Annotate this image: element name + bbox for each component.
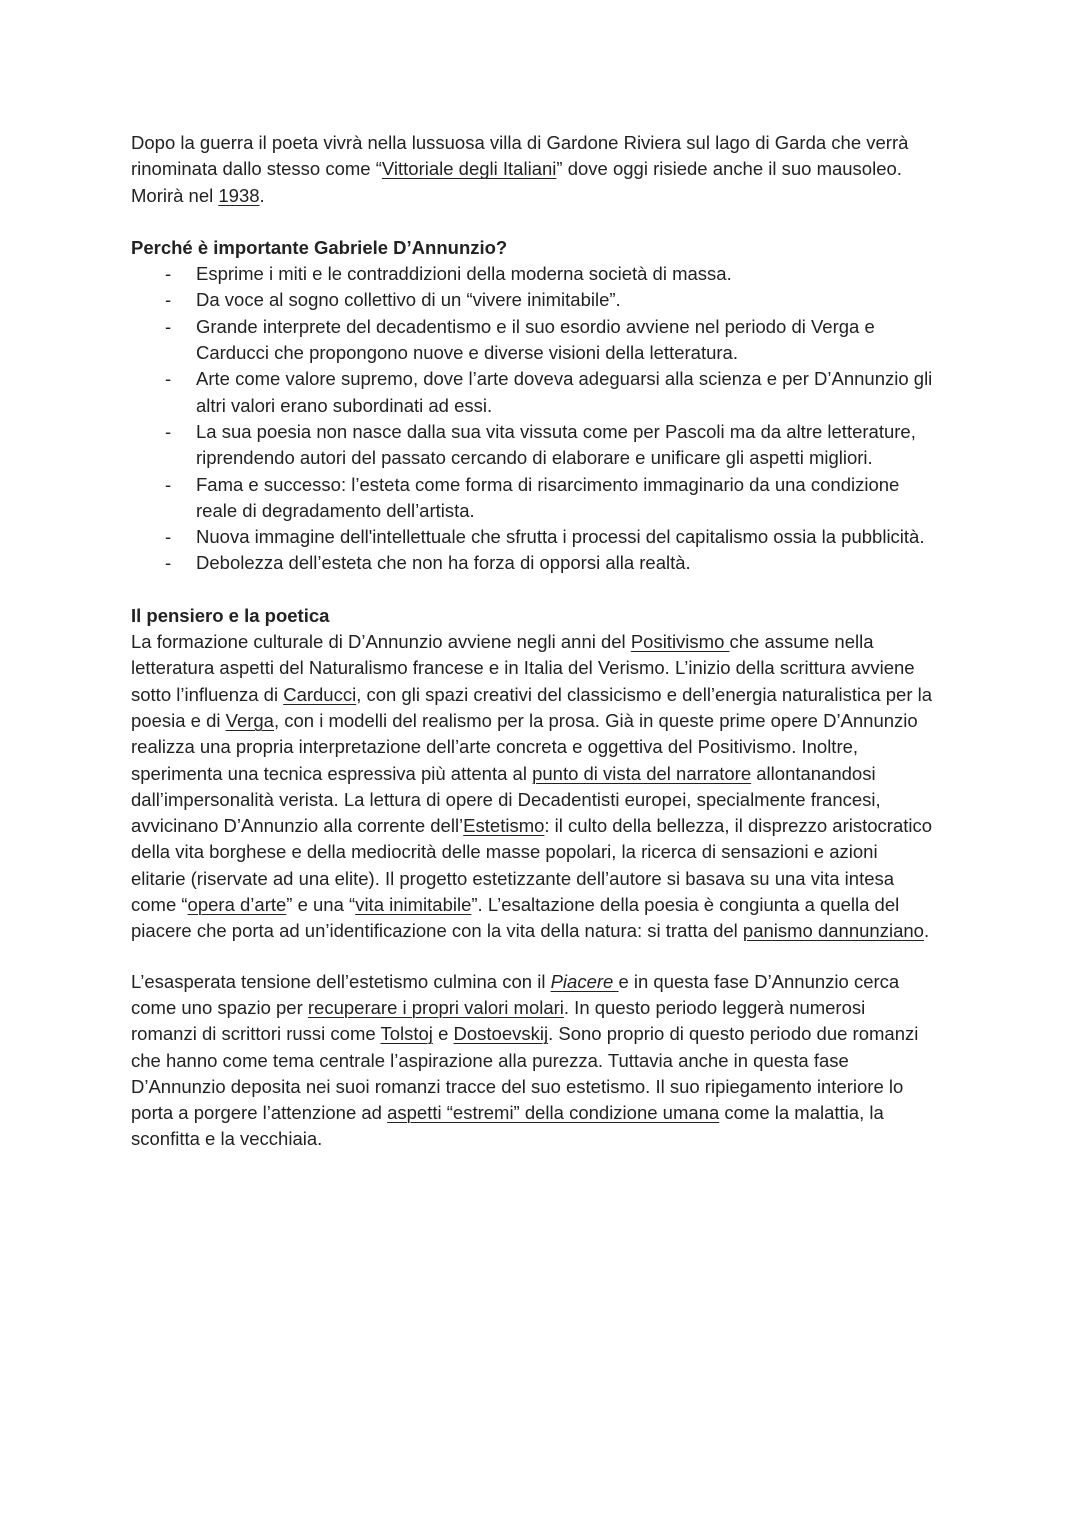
positivismo-underline: Positivismo <box>630 631 730 653</box>
verga-underline: Verga <box>225 709 274 731</box>
death-text: Morirà nel <box>131 184 219 206</box>
valori-underline: recuperare i propri valori molari <box>307 996 564 1018</box>
poetica-text: . <box>923 920 930 942</box>
importance-list <box>131 261 936 577</box>
death-year: 1938 <box>218 184 260 206</box>
death-text-end: . <box>259 184 265 206</box>
list-item: - Da voce al sogno collettivo di un “vivere inimitabile”. <box>196 287 936 313</box>
vita-inimitabile-underline: vita inimitabile <box>355 894 472 916</box>
death-paragraph <box>131 183 936 209</box>
late-text: e <box>432 1023 454 1045</box>
panismo-underline: panismo dannunziano <box>742 920 924 942</box>
vittoriale-link: Vittoriale degli Italiani <box>381 158 557 180</box>
late-paragraph <box>131 969 936 1153</box>
poetica-text: ” e una “ <box>286 894 356 916</box>
list-item: - Arte come valore supremo, dove l’arte doveva adeguarsi alla scienza e per D’Annunzio gli altri valori erano subordinati ad essi. <box>196 366 936 419</box>
document-page <box>131 130 936 1153</box>
late-text: e in questa fase D’Annunzio cerca come uno spazio per <box>131 970 900 1018</box>
poetica-text: ”. L’esaltazione della poesia è congiunta a quella del piacere che porta ad un’identificazione con la vita della natura: si tratta del <box>131 894 900 942</box>
importance-heading: Perché è importante Gabriele D’Annunzio? <box>131 236 508 258</box>
tolstoj-underline: Tolstoj <box>380 1023 433 1045</box>
intro-text-end: ” dove oggi risiede anche il suo mausoleo. <box>556 158 902 180</box>
poetica-paragraph <box>131 629 936 945</box>
poetica-text: , con gli spazi creativi del classicismo e dell’energia naturalistica per la poesia e di <box>131 683 933 731</box>
intro-paragraph <box>131 130 936 183</box>
list-item: - Debolezza dell’esteta che non ha forza di opporsi alla realtà. <box>196 550 936 576</box>
intro-text: Dopo la guerra il poeta vivrà nella lussuosa villa di Gardone Riviera sul lago di Garda che verrà rinominata dallo stesso come “ <box>131 132 909 180</box>
opera-arte-underline: opera d’arte <box>187 894 287 916</box>
poetica-text: , con i modelli del realismo per la prosa. Già in queste prime opere D’Annunzio realizza una propria interpretazione dell’arte concreta e oggettiva del Positivismo. Inoltre, sperimenta una tecnica espressiva più attenta al <box>131 709 918 784</box>
late-text: L’esasperata tensione dell’estetismo culmina con il <box>131 970 551 992</box>
poetica-text: : il culto della bellezza, il disprezzo aristocratico della vita borghese e della mediocrità delle masse popolari, la ricerca di sensazioni e azioni elitarie (riservate ad una elite). Il progetto estetizzante dell’autore si basava su una vita intesa come “ <box>131 815 933 916</box>
piacere-underline: Piacere <box>550 970 619 992</box>
poetica-text: che assume nella letteratura aspetti del Naturalismo francese e in Italia del Verismo. L’inizio della scrittura avviene sotto l’influenza di <box>131 631 915 705</box>
dostoevskij-underline: Dostoevskij <box>453 1023 549 1045</box>
list-item: - Grande interprete del decadentismo e il suo esordio avviene nel periodo di Verga e Carducci che propongono nuove e diverse visioni della letteratura. <box>196 314 936 367</box>
list-item: - Nuova immagine dell'intellettuale che sfrutta i processi del capitalismo ossia la pubblicità. <box>196 524 936 550</box>
poetica-text: La formazione culturale di D’Annunzio avviene negli anni del <box>131 631 631 653</box>
list-item: - Esprime i miti e le contraddizioni della moderna società di massa. <box>196 261 936 287</box>
late-text: . Sono proprio di questo periodo due romanzi che hanno come tema centrale l’aspirazione alla purezza. Tuttavia anche in questa fase D’Annunzio deposita nei suoi romanzi tracce del suo estetismo. Il suo ripiegamento interiore lo porta a porgere l’attenzione ad <box>131 1023 919 1124</box>
late-text: . In questo periodo leggerà numerosi romanzi di scrittori russi come <box>131 996 866 1045</box>
aspetti-estremi-underline: aspetti “estremi” della condizione umana <box>387 1102 720 1124</box>
estetismo-underline: Estetismo <box>463 815 545 837</box>
list-item: - La sua poesia non nasce dalla sua vita vissuta come per Pascoli ma da altre letterature, riprendendo autori del passato cercando di elaborare e unificare gli aspetti migliori. <box>196 419 936 472</box>
carducci-underline: Carducci <box>283 683 357 705</box>
punto-di-vista-underline: punto di vista del narratore <box>532 762 752 784</box>
late-text: come la malattia, la sconfitta e la vecchiaia. <box>131 1102 884 1150</box>
poetica-heading: Il pensiero e la poetica <box>131 604 330 626</box>
poetica-text: allontanandosi dall’impersonalità verista. La lettura di opere di Decadentisti europei, specialmente francesi, avvicinano D’Annunzio alla corrente dell’ <box>131 762 881 837</box>
list-item: - Fama e successo: l’esteta come forma di risarcimento immaginario da una condizione reale di degradamento dell’artista. <box>196 472 936 525</box>
